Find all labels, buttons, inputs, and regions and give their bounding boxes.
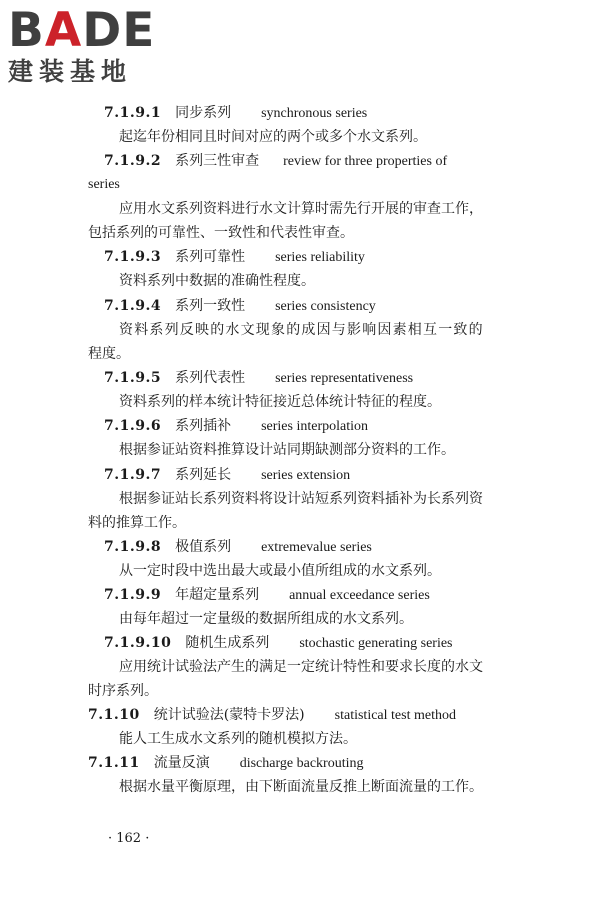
entry-heading: 7.1.11 流量反演 discharge backrouting xyxy=(88,755,364,771)
entry-definition: 资料系列中数据的准确性程度。 xyxy=(119,273,315,289)
entry-heading-continued: series xyxy=(88,177,120,192)
entry-heading: 7.1.9.7 系列延长 series extension xyxy=(104,467,351,483)
entry-heading: 7.1.9.6 系列插补 series interpolation xyxy=(104,418,369,434)
logo-subtitle: 建装基地 xyxy=(8,57,133,86)
page-number: · 162 · xyxy=(108,831,150,846)
entry-definition: 资料系列反映的水文现象的成因与影响因素相互一致的 xyxy=(119,322,484,338)
entry-definition: 包括系列的可靠性、一致性和代表性审查。 xyxy=(88,225,354,241)
entry-heading: 7.1.9.2 系列三性审查 review for three properties of xyxy=(104,153,448,169)
entry-heading: 7.1.9.9 年超定量系列 annual exceedance series xyxy=(104,587,430,603)
logo xyxy=(8,3,178,86)
logo-wordmark: BADE xyxy=(8,3,156,58)
entry-definition: 料的推算工作。 xyxy=(88,515,186,531)
entry-definition: 根据参证站资料推算设计站同期缺测部分资料的工作。 xyxy=(119,442,455,458)
entry-heading: 7.1.9.3 系列可靠性 series reliability xyxy=(104,249,365,265)
entry-definition: 能人工生成水文系列的随机模拟方法。 xyxy=(119,731,357,747)
entry-heading: 7.1.9.8 极值系列 extremevalue series xyxy=(104,539,372,555)
entry-heading: 7.1.9.1 同步系列 synchronous series xyxy=(104,105,368,121)
entry-definition: 起迄年份相同且时间对应的两个或多个水文系列。 xyxy=(119,129,427,145)
entry-definition: 程度。 xyxy=(88,346,130,362)
entry-definition: 时序系列。 xyxy=(88,683,158,699)
entry-heading: 7.1.9.4 系列一致性 series consistency xyxy=(104,298,376,314)
entry-definition: 应用统计试验法产生的满足一定统计特性和要求长度的水文 xyxy=(119,659,483,675)
entry-definition: 应用水文系列资料进行水文计算时需先行开展的审查工作， xyxy=(119,201,483,217)
entry-definition: 从一定时段中选出最大或最小值所组成的水文系列。 xyxy=(119,563,441,579)
entry-definition: 资料系列的样本统计特征接近总体统计特征的程度。 xyxy=(119,394,441,410)
entry-definition: 根据水量平衡原理，由下断面流量反推上断面流量的工作。 xyxy=(119,779,483,795)
entry-heading: 7.1.9.5 系列代表性 series representativeness xyxy=(104,370,414,386)
entry-heading: 7.1.10 统计试验法(蒙特卡罗法) statistical test method xyxy=(88,707,456,723)
entry-heading: 7.1.9.10 随机生成系列 stochastic generating series xyxy=(104,635,453,651)
entry-definition: 由每年超过一定量级的数据所组成的水文系列。 xyxy=(119,611,413,627)
entry-definition: 根据参证站长系列资料将设计站短系列资料插补为长系列资 xyxy=(119,491,483,507)
